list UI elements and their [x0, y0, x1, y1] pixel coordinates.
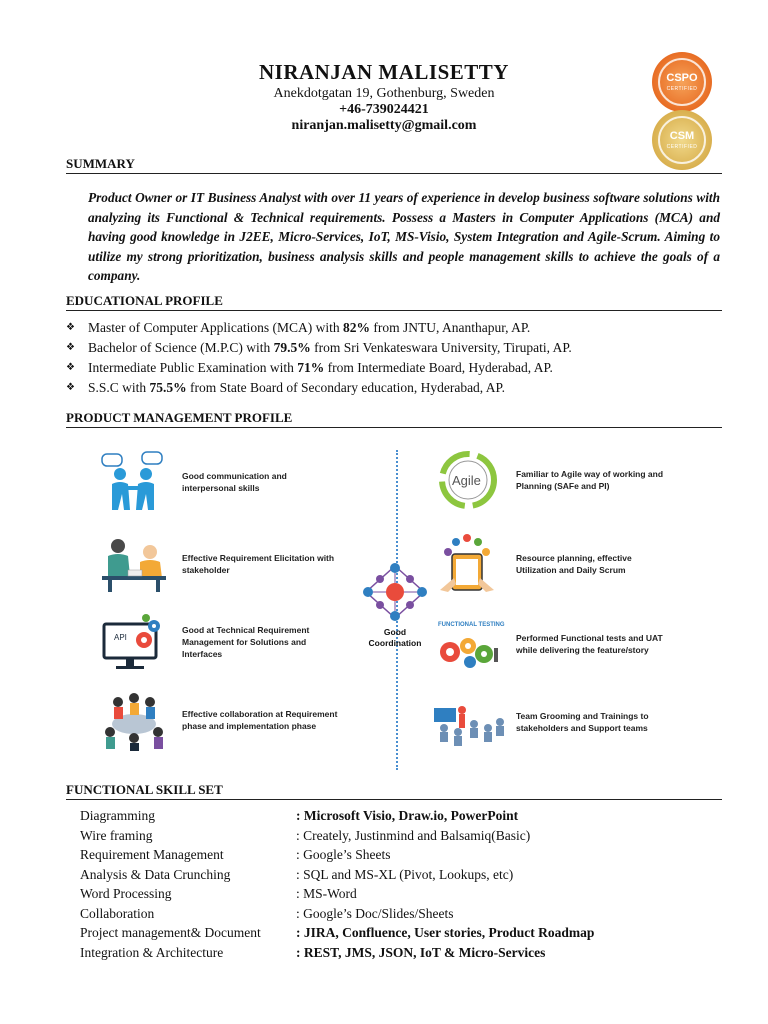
pm-text-line: phase and implementation phase [182, 721, 317, 731]
edu-score: 71% [297, 360, 325, 375]
pm-communication [96, 450, 287, 514]
edu-text: from JNTU, Ananthapur, AP. [369, 320, 531, 335]
skills-heading: FUNCTIONAL SKILL SET [66, 782, 722, 800]
summary-heading: SUMMARY [66, 156, 722, 174]
phone-number: +46-739024421 [339, 102, 429, 117]
skill-value: : JIRA, Confluence, User stories, Product Roadmap [296, 925, 595, 940]
table-row [80, 865, 720, 885]
list-item [66, 378, 726, 398]
resource-planning-icon [430, 532, 506, 596]
pm-text-line: Utilization and Daily Scrum [516, 565, 626, 575]
pm-text-line: Management for Solutions and [182, 637, 307, 647]
skill-key: Word Processing [80, 886, 172, 901]
bullet-icon: ❖ [66, 322, 75, 333]
product-heading: PRODUCT MANAGEMENT PROFILE [66, 410, 722, 428]
skill-value: : Creately, Justinmind and Balsamiq(Basic) [296, 827, 531, 843]
email-address: niranjan.malisetty@gmail.com [291, 118, 477, 133]
team-training-icon [430, 690, 506, 754]
skill-key: Collaboration [80, 905, 155, 921]
summary-text: Product Owner or IT Business Analyst with over 11 years of experience in develop business software solutions with analyzing its Functional & Technical requirements. Possess a Masters in Computer Applications (MCA) and having good knowledge in J2EE, Micro-Services, IoT, MS-Visio, System Integration and Agile-Scrum. Aiming to utilize my strong prioritization, business analysis skills and people management skills to achieve the goals of a company. [88, 190, 720, 283]
skill-key: Project management& Document [80, 925, 261, 940]
table-row [80, 904, 720, 924]
pm-infographic [66, 442, 722, 772]
list-item [66, 358, 726, 378]
team-collaboration-icon [96, 688, 172, 752]
functional-testing-gears-icon [430, 612, 506, 676]
csm-badge-sub: CERTIFIED [666, 144, 698, 150]
table-row [80, 845, 720, 865]
table-row [80, 943, 720, 963]
table-row [80, 806, 720, 826]
pm-text-line: interpersonal skills [182, 483, 260, 493]
cspo-badge-label: CSPO [666, 72, 698, 84]
bullet-icon: ❖ [66, 362, 75, 373]
agile-cycle-icon [430, 448, 506, 512]
pm-text-line: while delivering the feature/story [516, 645, 649, 655]
edu-text: from Intermediate Board, Hyderabad, AP. [324, 360, 553, 375]
pm-text-line: Resource planning, effective [516, 553, 632, 563]
pm-agile [430, 448, 663, 512]
cspo-badge-sub: CERTIFIED [666, 86, 698, 92]
pm-text-line: Familiar to Agile way of working and [516, 469, 664, 479]
pm-text-line: stakeholder [182, 565, 230, 575]
csm-badge-label: CSM [669, 130, 695, 142]
skills-table [80, 806, 720, 962]
handshake-icon [96, 450, 172, 514]
address: Anekdotgatan 19, Gothenburg, Sweden [273, 86, 495, 101]
education-list [66, 318, 726, 398]
pm-technical [96, 610, 309, 674]
edu-text: S.S.C with [88, 380, 150, 395]
edu-text: Master of Computer Applications (MCA) with [88, 320, 343, 335]
bullet-icon: ❖ [66, 342, 75, 353]
pm-text-line: Effective Requirement Elicitation with [182, 553, 335, 563]
skill-value: : Google’s Doc/Slides/Sheets [296, 905, 454, 921]
skill-key: Diagramming [80, 808, 155, 823]
agile-label: Agile [452, 473, 481, 488]
skill-key: Integration & Architecture [80, 944, 224, 960]
pm-text-line: Good communication and [182, 471, 287, 481]
list-item [66, 318, 726, 338]
center-label-line: Good [383, 627, 407, 637]
coordination-network-icon [360, 562, 430, 622]
edu-text: from Sri Venkateswara University, Tirupati, AP. [310, 340, 572, 355]
cspo-badge-icon [652, 52, 712, 112]
bullet-icon: ❖ [66, 382, 75, 393]
pm-elicitation [96, 532, 334, 596]
coordination-node [360, 562, 430, 649]
education-heading: EDUCATIONAL PROFILE [66, 293, 722, 311]
pm-text-line: Interfaces [182, 649, 223, 659]
pm-text-line: Planning (SAFe and PI) [516, 481, 610, 491]
table-row [80, 923, 720, 943]
edu-score: 79.5% [273, 340, 311, 355]
skill-key: Requirement Management [80, 847, 224, 862]
skill-value: : REST, JMS, JSON, IoT & Micro-Services [296, 944, 546, 960]
functional-testing-label: FUNCTIONAL TESTING [438, 622, 505, 628]
pm-text-line: Team Grooming and Trainings to [516, 711, 649, 721]
meeting-icon [96, 532, 172, 596]
pm-testing [430, 612, 663, 676]
pm-training [430, 690, 649, 754]
pm-text-line: Good at Technical Requirement [182, 625, 310, 635]
list-item [66, 338, 726, 358]
skill-value: : MS-Word [296, 886, 357, 901]
center-label-line: Coordination [368, 638, 422, 648]
table-row [80, 884, 720, 904]
edu-score: 82% [342, 320, 370, 335]
edu-score: 75.5% [149, 380, 187, 395]
skill-key: Analysis & Data Crunching [80, 866, 231, 882]
skill-value: : Microsoft Visio, Draw.io, PowerPoint [296, 808, 519, 823]
skill-value: : Google’s Sheets [296, 847, 391, 862]
pm-text-line: stakeholders and Support teams [516, 723, 648, 733]
edu-text: Bachelor of Science (M.P.C) with [88, 340, 274, 355]
edu-text: from State Board of Secondary education, Hyderabad, AP. [186, 380, 505, 395]
pm-text-line: Effective collaboration at Requirement [182, 709, 338, 719]
candidate-name: NIRANJAN MALISETTY [259, 60, 509, 84]
api-label: API [114, 633, 127, 642]
pm-text-line: Performed Functional tests and UAT [516, 633, 663, 643]
skill-key: Wire framing [80, 827, 153, 843]
table-row [80, 826, 720, 846]
edu-text: Intermediate Public Examination with [88, 360, 298, 375]
pm-resource [430, 532, 632, 596]
api-monitor-icon [96, 610, 172, 674]
skill-value: : SQL and MS-XL (Pivot, Lookups, etc) [296, 866, 514, 882]
pm-collaboration [96, 688, 337, 752]
